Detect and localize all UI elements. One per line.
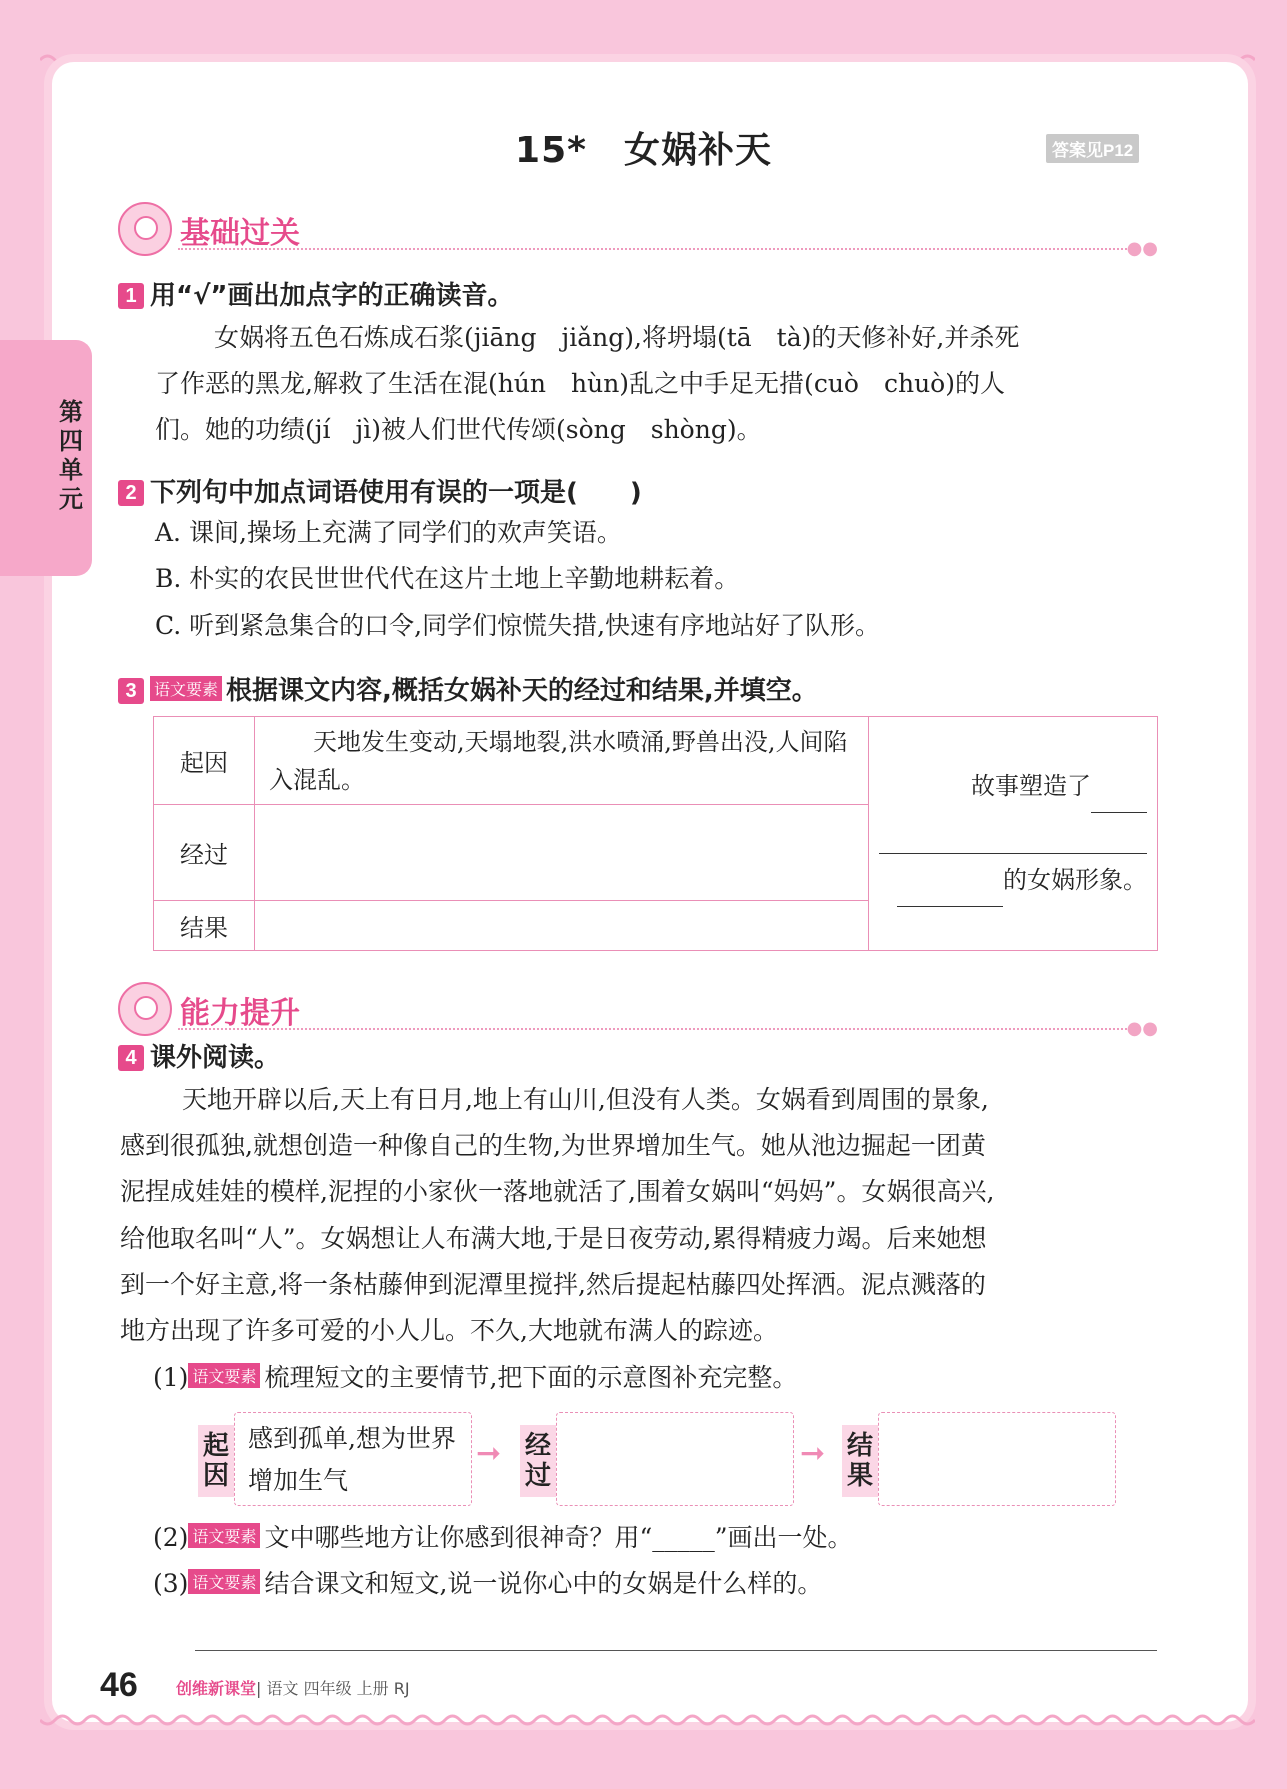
section-header-ability <box>118 982 1158 1039</box>
mascot-icon <box>118 202 172 256</box>
arrow-icon: ➞ <box>476 1436 502 1471</box>
passage-line: 给他取名叫“人”。女娲想让人布满大地,于是日夜劳动,累得精疲力竭。后来她想 <box>120 1224 987 1253</box>
sub-prompt: 结合课文和短文,说一说你心中的女娲是什么样的。 <box>264 1569 823 1598</box>
flow-head-result: 结果 <box>842 1425 878 1497</box>
sub-question-3 <box>153 1561 822 1607</box>
summary-table <box>153 716 1158 951</box>
page-number: 46 <box>100 1666 138 1704</box>
sub-question-2 <box>153 1515 853 1561</box>
q1-line-2: 了作恶的黑龙,解救了生活在混(hún hùn)乱之中手足无措(cuò chuò)的人 <box>155 369 1005 398</box>
blank[interactable] <box>1091 760 1147 813</box>
image-blank-cell[interactable] <box>869 717 1158 951</box>
footer-text <box>176 1676 410 1699</box>
question-1 <box>118 275 514 312</box>
option-a[interactable]: A. 课间,操场上充满了同学们的欢声笑语。 <box>155 518 622 547</box>
passage-line: 到一个好主意,将一条枯藤伸到泥潭里搅拌,然后提起枯藤四处挥洒。泥点溅落的 <box>120 1270 986 1299</box>
cause-text: 天地发生变动,天塌地裂,洪水喷涌,野兽出没,人间陷入混乱。 <box>269 727 848 794</box>
flow-box-result[interactable] <box>878 1412 1116 1506</box>
section-title: 能力提升 <box>180 996 300 1031</box>
question-number: 3 <box>118 678 144 704</box>
question-prompt: 课外阅读。 <box>150 1043 281 1073</box>
arrow-icon: ➞ <box>800 1436 826 1471</box>
sub-number: (2) <box>153 1523 189 1552</box>
flow-box-process[interactable] <box>556 1412 794 1506</box>
unit-tab-label: 第四单元 <box>59 398 83 513</box>
question-number: 4 <box>118 1045 144 1071</box>
passage-line: 地方出现了许多可爱的小人儿。不久,大地就布满人的踪迹。 <box>120 1316 778 1345</box>
q1-line-3: 们。她的功绩(jí jì)被人们世代传颂(sòng shòng)。 <box>155 415 762 444</box>
page-title: 15* 女娲补天 <box>515 130 772 171</box>
element-tag: 语文要素 <box>188 1523 260 1548</box>
sub-number: (1) <box>153 1363 189 1392</box>
mascot-icon <box>118 982 172 1036</box>
option-c[interactable]: C. 听到紧急集合的口令,同学们惊慌失措,快速有序地站好了队形。 <box>155 611 881 640</box>
row-header-cause: 起因 <box>154 717 255 805</box>
footer-divider <box>195 1650 1157 1651</box>
question-3 <box>118 670 818 707</box>
flow-head-cause: 起因 <box>198 1425 234 1497</box>
side-text-2: 的女娲形象。 <box>1003 866 1147 894</box>
element-tag: 语文要素 <box>188 1363 260 1388</box>
flow-head-process: 经过 <box>520 1425 556 1497</box>
question-2 <box>118 472 642 509</box>
book-name: 创维新课堂 <box>176 1679 257 1698</box>
sub-prompt: 梳理短文的主要情节,把下面的示意图补充完整。 <box>264 1363 798 1392</box>
passage-line: 天地开辟以后,天上有日月,地上有山川,但没有人类。女娲看到周围的景象, <box>182 1085 989 1114</box>
q1-line-1: 女娲将五色石炼成石浆(jiāng jiǎng),将坍塌(tā tà)的天修补好,并杀死 <box>214 323 1020 352</box>
sub-number: (3) <box>153 1569 189 1598</box>
question-prompt: 用“√”画出加点字的正确读音。 <box>150 281 514 311</box>
section-header-basic <box>118 202 1158 259</box>
side-text-1: 故事塑造了 <box>971 772 1091 800</box>
dots-icon: ●● <box>1126 238 1158 259</box>
row-header-process: 经过 <box>154 805 255 901</box>
cause-cell <box>255 717 869 805</box>
sub-question-1 <box>153 1355 797 1401</box>
divider <box>178 248 1138 250</box>
question-prompt: 下列句中加点词语使用有误的一项是( ) <box>150 478 642 508</box>
passage-line: 泥捏成娃娃的模样,泥捏的小家伙一落地就活了,围着女娲叫“妈妈”。女娲很高兴, <box>120 1177 995 1206</box>
option-b[interactable]: B. 朴实的农民世世代代在这片土地上辛勤地耕耘着。 <box>155 564 740 593</box>
question-4 <box>118 1037 280 1074</box>
wave-border-bottom <box>40 1712 1255 1728</box>
divider <box>178 1028 1138 1030</box>
dots-icon: ●● <box>1126 1018 1158 1039</box>
section-title: 基础过关 <box>180 216 300 251</box>
answer-reference: 答案见P12 <box>1046 134 1139 163</box>
blank[interactable] <box>879 813 1147 854</box>
row-header-result: 结果 <box>154 901 255 951</box>
unit-tab <box>0 340 92 576</box>
question-number: 1 <box>118 283 144 309</box>
element-tag: 语文要素 <box>188 1569 260 1594</box>
book-info: | 语文 四年级 上册 RJ <box>256 1679 410 1698</box>
flow-cause-text: 感到孤单,想为世界增加生气 <box>248 1424 456 1495</box>
sub-prompt: 文中哪些地方让你感到很神奇？用“_____”画出一处。 <box>264 1523 853 1552</box>
process-cell[interactable] <box>255 805 869 901</box>
question-prompt: 根据课文内容,概括女娲补天的经过和结果,并填空。 <box>226 676 818 706</box>
question-number: 2 <box>118 480 144 506</box>
result-cell[interactable] <box>255 901 869 951</box>
passage-line: 感到很孤独,就想创造一种像自己的生物,为世界增加生气。她从池边掘起一团黄 <box>120 1131 986 1160</box>
element-tag: 语文要素 <box>150 676 222 701</box>
blank[interactable] <box>897 854 1003 907</box>
